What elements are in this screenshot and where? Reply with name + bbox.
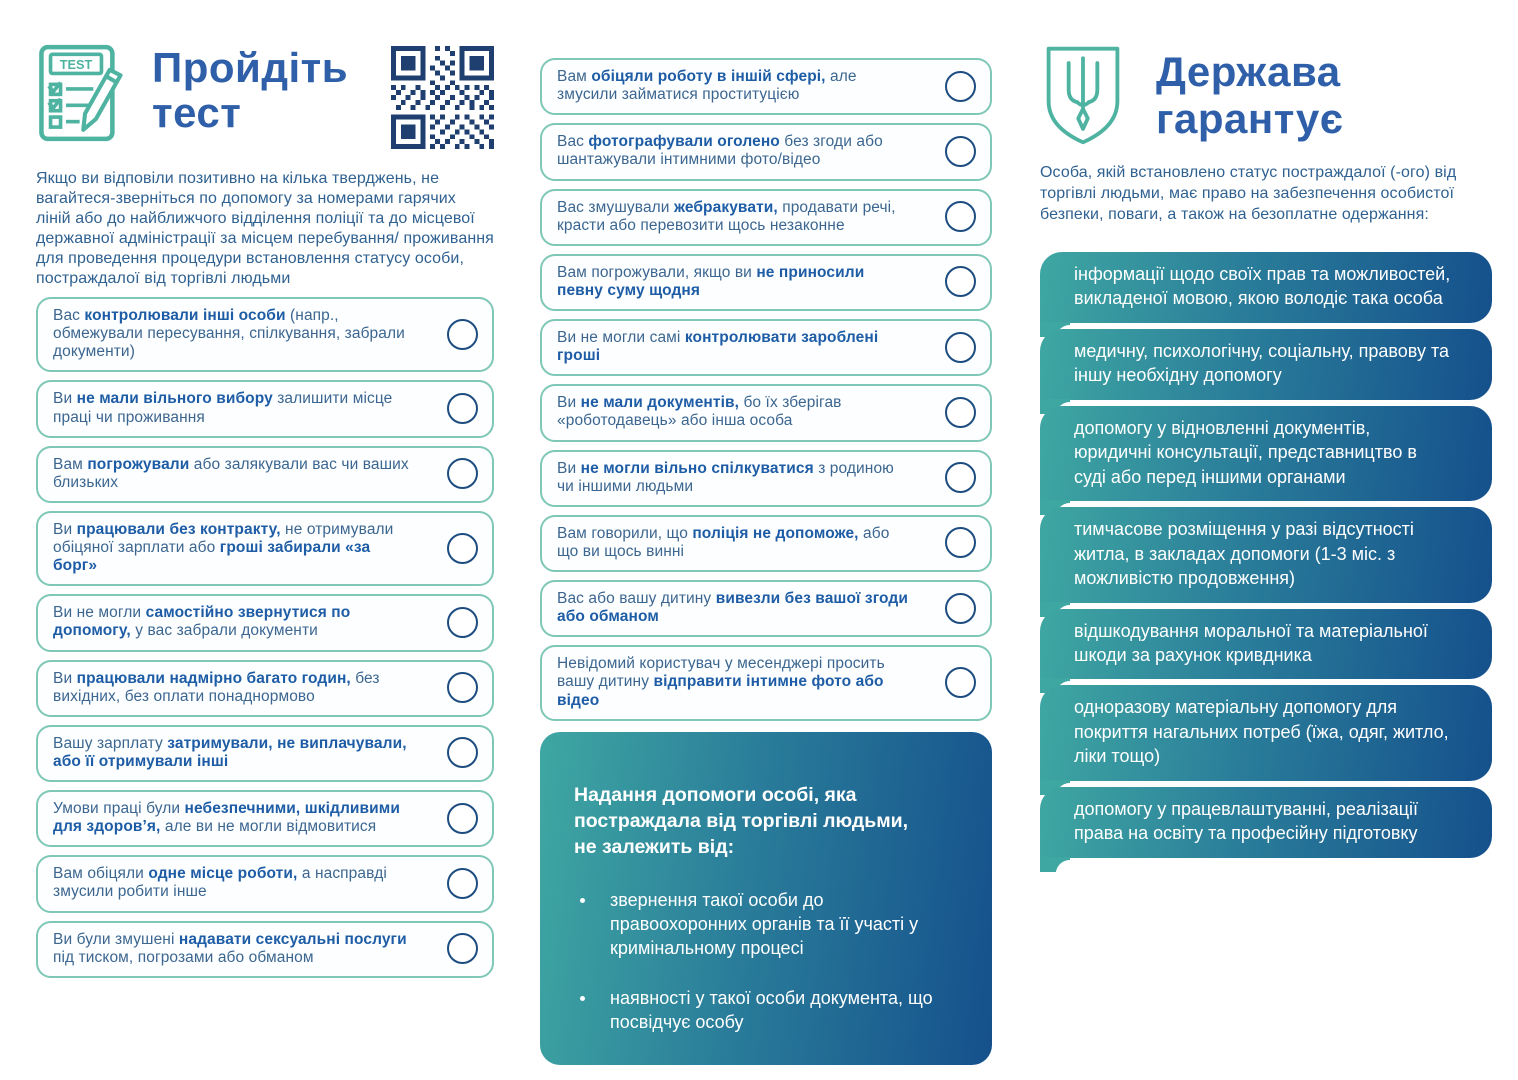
test-title: Пройдіть тест	[152, 44, 349, 136]
checklist-item	[540, 189, 992, 246]
test-section-continued	[540, 58, 992, 1065]
checklist-item-text: Ви були змушені надавати сексуальні послуги під тиском, погрозами або обманом	[53, 930, 407, 966]
note-bullet-item	[578, 889, 964, 961]
checklist-item-text: Умови праці були небезпечними, шкідливими для здоров’я, але ви не могли відмовитися	[53, 800, 400, 836]
note-bullet-item	[578, 987, 964, 1035]
checkbox-circle[interactable]	[447, 319, 478, 350]
checkbox-circle[interactable]	[447, 393, 478, 424]
checkbox-circle[interactable]	[945, 201, 976, 232]
checklist-item	[540, 319, 992, 376]
assistance-note-bullets	[574, 889, 964, 1035]
checklist-item	[36, 855, 494, 912]
assistance-note-box	[540, 732, 992, 1065]
checklist-item	[540, 58, 992, 115]
checklist-item-text: Вам погрожували, якщо ви не приносили певну суму щодня	[557, 263, 865, 299]
trident-shield-icon	[1040, 42, 1126, 149]
checkbox-circle[interactable]	[447, 933, 478, 964]
checkbox-circle[interactable]	[945, 136, 976, 167]
guarantee-box	[1040, 609, 1492, 680]
checkbox-circle[interactable]	[447, 803, 478, 834]
checklist-item-text: Ви працювали надмірно багато годин, без вихідних, без оплати понаднормово	[53, 669, 380, 705]
checklist-item	[36, 790, 494, 847]
checklist-item-text: Ви не мали документів, бо їх зберігав «роботодавець» або інша особа	[557, 394, 842, 430]
checklist-middle	[540, 58, 992, 721]
checklist-item	[36, 594, 494, 651]
assistance-note-title: Надання допомоги особі, яка постраждала від торгівлі людьми, не залежить від:	[574, 784, 909, 858]
guarantee-box-text: відшкодування моральної та матеріальної шкоди за рахунок кривдника	[1074, 620, 1428, 666]
checklist-item	[540, 515, 992, 572]
checklist-item	[36, 725, 494, 782]
guarantee-box-text: інформації щодо своїх прав та можливостей, викладеної мовою, якою володіє така особа	[1074, 263, 1451, 309]
note-bullet-text: наявності у такої особи документа, що посвідчує особу	[610, 987, 933, 1032]
checkbox-circle[interactable]	[447, 607, 478, 638]
checklist-item-text: Вам погрожували або залякували вас чи ваших близьких	[53, 455, 409, 491]
guarantee-header	[1040, 42, 1492, 149]
checklist-item-text: Вашу зарплату затримували, не виплачували, або її отримували інші	[53, 734, 407, 770]
note-bullet-text: звернення такої особи до правоохоронних органів та її участі у кримінальному процесі	[610, 889, 919, 958]
checkbox-circle[interactable]	[945, 71, 976, 102]
qr-code	[391, 46, 494, 149]
checkbox-circle[interactable]	[945, 593, 976, 624]
guarantee-title: Держава гарантує	[1156, 48, 1344, 143]
guarantee-box-text: одноразову матеріальну допомогу для покриття нагальних потреб (їжа, одяг, житло, ліки тощо)	[1074, 697, 1449, 767]
checklist-item-text: Ви не могли вільно спілкуватися з родиною чи іншими людьми	[557, 459, 894, 495]
checklist-item	[36, 380, 494, 437]
checklist-item-text: Вам говорили, що поліція не допоможе, або що ви щось винні	[557, 524, 890, 560]
guarantee-intro: Особа, якій встановлено статус постраждалої (-ого) від торгівлі людьми, має право на забезпечення особистої безпеки, поваги, а також на безоплатне одержання:	[1040, 164, 1457, 223]
guarantee-box	[1040, 252, 1492, 323]
test-intro: Якщо ви відповіли позитивно на кілька тверджень, не вагайтеся-зверніться по допомогу за номерами гарячих ліній або до найближчого відділення поліції та до місцевої державної адміністрації за місцем перебування/ проживання для проведення процедури встановлення статусу особи, постраждалої від торгівлі людьми	[36, 170, 494, 287]
checklist-item	[36, 660, 494, 717]
checkbox-circle[interactable]	[945, 667, 976, 698]
checklist-item-text: Вам обіцяли одне місце роботи, а насправді змусили робити інше	[53, 865, 387, 901]
checkbox-circle[interactable]	[447, 533, 478, 564]
guarantee-box	[1040, 685, 1492, 780]
guarantee-box-text: медичну, психологічну, соціальну, правову та іншу необхідну допомогу	[1074, 340, 1449, 386]
checkbox-circle[interactable]	[447, 458, 478, 489]
checkbox-circle[interactable]	[447, 737, 478, 768]
checkbox-circle[interactable]	[945, 462, 976, 493]
checklist-item-text: Невідомий користувач у месенджері просить вашу дитину відправити інтимне фото або відео	[557, 655, 885, 709]
checklist-item-text: Вам обіцяли роботу в іншій сфері, але змусили займатися проституцією	[557, 68, 857, 104]
guarantee-section	[1040, 42, 1492, 858]
checklist-item-text: Вас контролювали інші особи (напр., обмежували пересування, спілкування, забрали документи)	[53, 307, 405, 361]
checklist-item	[540, 450, 992, 507]
guarantee-box-text: допомогу у працевлаштуванні, реалізації права на освіту та професійну підготовку	[1074, 798, 1419, 844]
checkbox-circle[interactable]	[945, 527, 976, 558]
checklist-item	[540, 254, 992, 311]
guarantee-list	[1040, 252, 1492, 858]
checklist-item-text: Ви не могли самостійно звернутися по допомогу, у вас забрали документи	[53, 604, 351, 640]
test-icon-label: TEST	[59, 56, 93, 72]
checklist-item-text: Ви не могли самі контролювати зароблені гроші	[557, 329, 879, 365]
guarantee-box	[1040, 406, 1492, 501]
checklist-item-text: Вас або вашу дитину вивезли без вашої згоди або обманом	[557, 590, 908, 626]
checkbox-circle[interactable]	[447, 868, 478, 899]
guarantee-box-text: допомогу у відновленні документів, юридичні консультації, представництво в суді або перед іншими органами	[1074, 417, 1417, 487]
checklist-item-text: Ви не мали вільного вибору залишити місце праці чи проживання	[53, 390, 393, 426]
checkbox-circle[interactable]	[447, 672, 478, 703]
checklist-item-text: Ви працювали без контракту, не отримували обіцяної зарплати або гроші забирали «за борг»	[53, 520, 394, 575]
guarantee-box	[1040, 507, 1492, 602]
checklist-item	[36, 921, 494, 978]
checkbox-circle[interactable]	[945, 266, 976, 297]
test-header	[36, 40, 494, 149]
checklist-item	[540, 580, 992, 637]
guarantee-box-text: тимчасове розміщення у разі відсутності житла, в закладах допомоги (1-3 міс. з можливістю продовження)	[1074, 519, 1414, 589]
checklist-item-text: Вас змушували жебракувати, продавати речі, красти або перевозити щось незаконне	[557, 198, 896, 234]
checklist-item	[36, 446, 494, 503]
checkbox-circle[interactable]	[945, 332, 976, 363]
guarantee-box	[1040, 787, 1492, 858]
checklist-item	[36, 511, 494, 586]
guarantee-box	[1040, 329, 1492, 400]
checklist-left	[36, 297, 494, 978]
checklist-item	[540, 123, 992, 180]
test-section	[36, 40, 494, 978]
bullet-dot-icon	[580, 996, 585, 1001]
checklist-item	[36, 297, 494, 372]
bullet-dot-icon	[580, 898, 585, 903]
checklist-item-text: Вас фотографували оголено без згоди або шантажували інтимними фото/відео	[557, 133, 883, 169]
checklist-item	[540, 384, 992, 441]
checklist-item	[540, 645, 992, 720]
test-clipboard-icon	[36, 40, 136, 146]
checkbox-circle[interactable]	[945, 397, 976, 428]
